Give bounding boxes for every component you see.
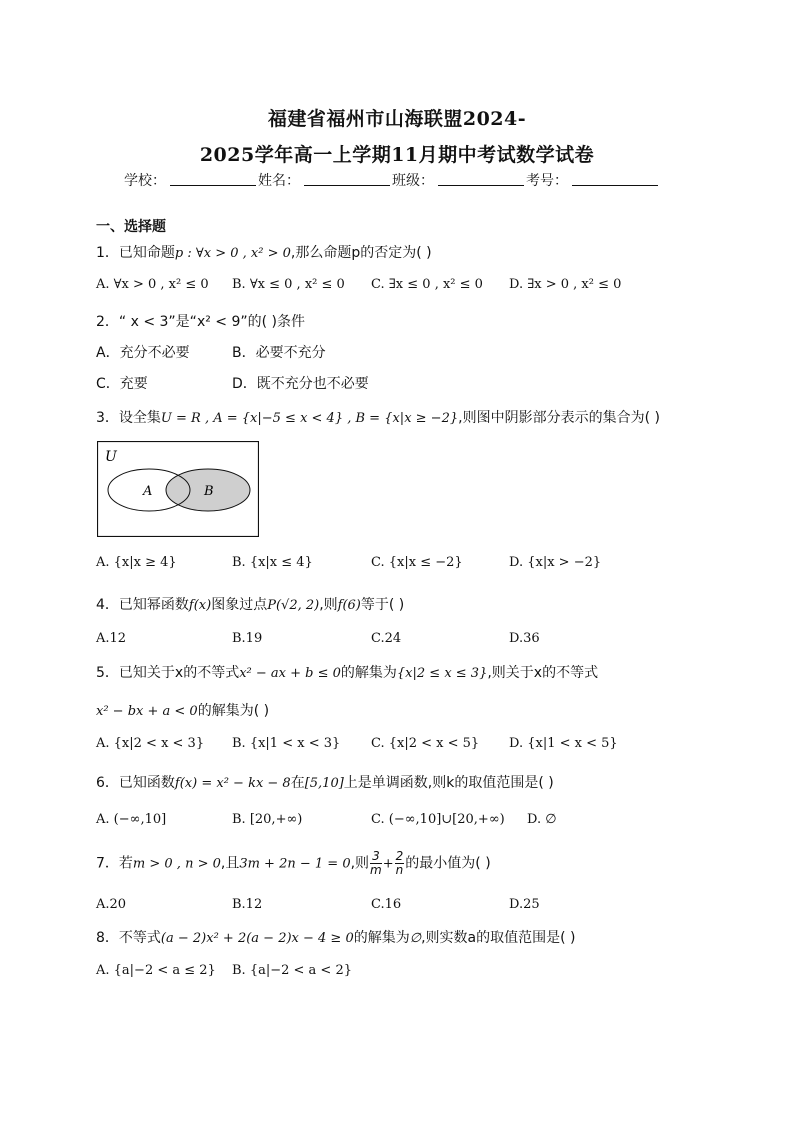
q2-option-c[interactable]: C．充要 [96, 376, 148, 392]
q1-option-a[interactable]: A. ∀x > 0 , x² ≤ 0 [96, 277, 209, 292]
venn-label-b: B [204, 484, 214, 499]
section-heading: 一、选择题 [96, 219, 166, 235]
venn-label-u: U [105, 449, 117, 465]
q7-option-a[interactable]: A.20 [96, 897, 127, 912]
title-line-1: 福建省福州市山海联盟2024- [267, 108, 527, 130]
q2-option-d[interactable]: D．既不充分也不必要 [232, 376, 369, 392]
title-line-2: 2025学年高一上学期11月期中考试数学试卷 [199, 144, 595, 166]
q5-option-c[interactable]: C. {x|2 < x < 5} [371, 736, 480, 751]
q7-option-b[interactable]: B.12 [232, 897, 263, 912]
class-blank[interactable] [438, 170, 524, 186]
name-label: 姓名： [258, 173, 300, 189]
q8-option-b[interactable]: B. {a|−2 < a < 2} [232, 963, 352, 978]
q5-option-a[interactable]: A. {x|2 < x < 3} [96, 736, 205, 751]
venn-diagram [97, 441, 259, 537]
fraction-2-over-n: $\frac{2}{n}$ [395, 849, 404, 877]
q6-option-a[interactable]: A. (−∞,10] [96, 812, 167, 827]
question-6: 6．已知函数f(x) = x² − kx − 8在[5,10]上是单调函数,则k的取值范围是( ) [96, 775, 554, 791]
q3-option-b[interactable]: B. {x|x ≤ 4} [232, 555, 313, 570]
fraction-3-over-m: $\frac{3}{m}$ [370, 849, 382, 877]
q3-option-a[interactable]: A. {x|x ≥ 4} [96, 555, 177, 570]
class-label: 班级： [392, 173, 434, 189]
school-blank[interactable] [170, 170, 256, 186]
q4-option-a[interactable]: A.12 [96, 631, 127, 646]
question-5-continued: x² − bx + a < 0的解集为( ) [96, 703, 270, 719]
q2-option-b[interactable]: B．必要不充分 [232, 345, 326, 361]
q6-option-c[interactable]: C. (−∞,10]∪[20,+∞) [371, 812, 505, 827]
q4-option-b[interactable]: B.19 [232, 631, 263, 646]
q6-option-d[interactable]: D. ∅ [527, 812, 557, 827]
exam-number-blank[interactable] [572, 170, 658, 186]
q4-option-c[interactable]: C.24 [371, 631, 402, 646]
q8-option-a[interactable]: A. {a|−2 < a ≤ 2} [96, 963, 216, 978]
question-7: 7．若m > 0 , n > 0,且3m + 2n − 1 = 0,则 $\frac{3}{m}$ + $\frac{2}{n}$ 的最小值为( ) [96, 849, 491, 877]
q5-option-b[interactable]: B. {x|1 < x < 3} [232, 736, 341, 751]
student-info-row [124, 170, 660, 190]
question-8: 8．不等式(a − 2)x² + 2(a − 2)x − 4 ≥ 0的解集为∅,则实数a的取值范围是( ) [96, 930, 576, 946]
question-3: 3．设全集U = R , A = {x|−5 ≤ x < 4} , B = {x|x ≥ −2},则图中阴影部分表示的集合为( ) [96, 410, 660, 426]
q3-option-c[interactable]: C. {x|x ≤ −2} [371, 555, 463, 570]
q2-option-a[interactable]: A．充分不必要 [96, 345, 190, 361]
q5-option-d[interactable]: D. {x|1 < x < 5} [509, 736, 618, 751]
exam-number-label: 考号： [526, 173, 568, 189]
question-4: 4．已知幂函数f(x)图象过点P(√2, 2),则f(6)等于( ) [96, 597, 405, 613]
question-1: 1．已知命题p : ∀x > 0 , x² > 0,那么命题p的否定为( ) [96, 245, 432, 261]
q1-option-c[interactable]: C. ∃x ≤ 0 , x² ≤ 0 [371, 277, 483, 292]
q1-option-b[interactable]: B. ∀x ≤ 0 , x² ≤ 0 [232, 277, 345, 292]
q7-option-d[interactable]: D.25 [509, 897, 540, 912]
school-label: 学校： [124, 173, 166, 189]
venn-label-a: A [143, 484, 153, 499]
q6-option-b[interactable]: B. [20,+∞) [232, 812, 303, 827]
question-5: 5．已知关于x的不等式x² − ax + b ≤ 0的解集为{x|2 ≤ x ≤ 3},则关于x的不等式 [96, 665, 599, 681]
q1-option-d[interactable]: D. ∃x > 0 , x² ≤ 0 [509, 277, 622, 292]
q7-option-c[interactable]: C.16 [371, 897, 402, 912]
q4-option-d[interactable]: D.36 [509, 631, 540, 646]
question-2: 2．“ x < 3”是“x² < 9”的( )条件 [96, 314, 306, 330]
q3-option-d[interactable]: D. {x|x > −2} [509, 555, 602, 570]
name-blank[interactable] [304, 170, 390, 186]
